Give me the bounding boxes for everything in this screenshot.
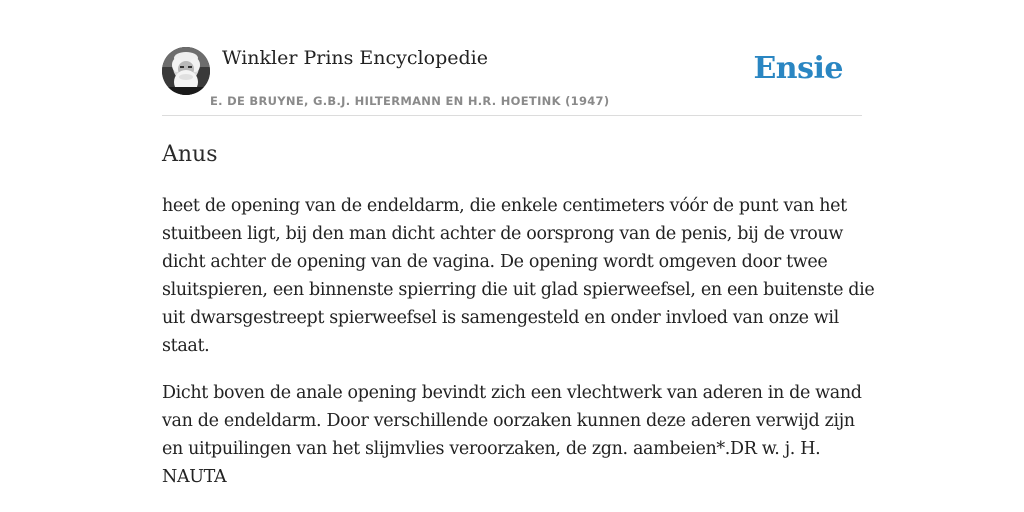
article-paragraph <box>162 192 875 360</box>
paragraph-line: stuitbeen ligt, bij den man dicht achter de oorsprong van de penis, bij de vrouw <box>162 224 843 244</box>
paragraph-line: heet de opening van de endeldarm, die enkele centimeters vóór de punt van het <box>162 196 847 216</box>
page <box>162 0 875 512</box>
ensie-logo-link[interactable]: Ensie <box>753 51 843 86</box>
author-portrait-icon <box>162 47 210 95</box>
source-authors: E. DE BRUYNE, G.B.J. HILTERMANN EN H.R. HOETINK (1947) <box>210 94 610 108</box>
article-title: Anus <box>162 142 218 167</box>
source-header <box>162 0 862 116</box>
paragraph-line: NAUTA <box>162 467 227 487</box>
article-paragraph <box>162 379 862 491</box>
paragraph-line: van de endeldarm. Door verschillende oorzaken kunnen deze aderen verwijd zijn <box>162 411 855 431</box>
paragraph-line: staat. <box>162 336 210 356</box>
avatar[interactable] <box>162 47 210 95</box>
paragraph-line: sluitspieren, een binnenste spierring die uit glad spierweefsel, en een buitenste die <box>162 280 875 300</box>
source-title[interactable]: Winkler Prins Encyclopedie <box>222 47 488 69</box>
paragraph-line: Dicht boven de anale opening bevindt zich een vlechtwerk van aderen in de wand <box>162 383 862 403</box>
paragraph-line: en uitpuilingen van het slijmvlies veroorzaken, de zgn. aambeien*.DR w. j. H. <box>162 439 821 459</box>
paragraph-line: uit dwarsgestreept spierweefsel is samengesteld en onder invloed van onze wil <box>162 308 839 328</box>
paragraph-line: dicht achter de opening van de vagina. De opening wordt omgeven door twee <box>162 252 828 272</box>
